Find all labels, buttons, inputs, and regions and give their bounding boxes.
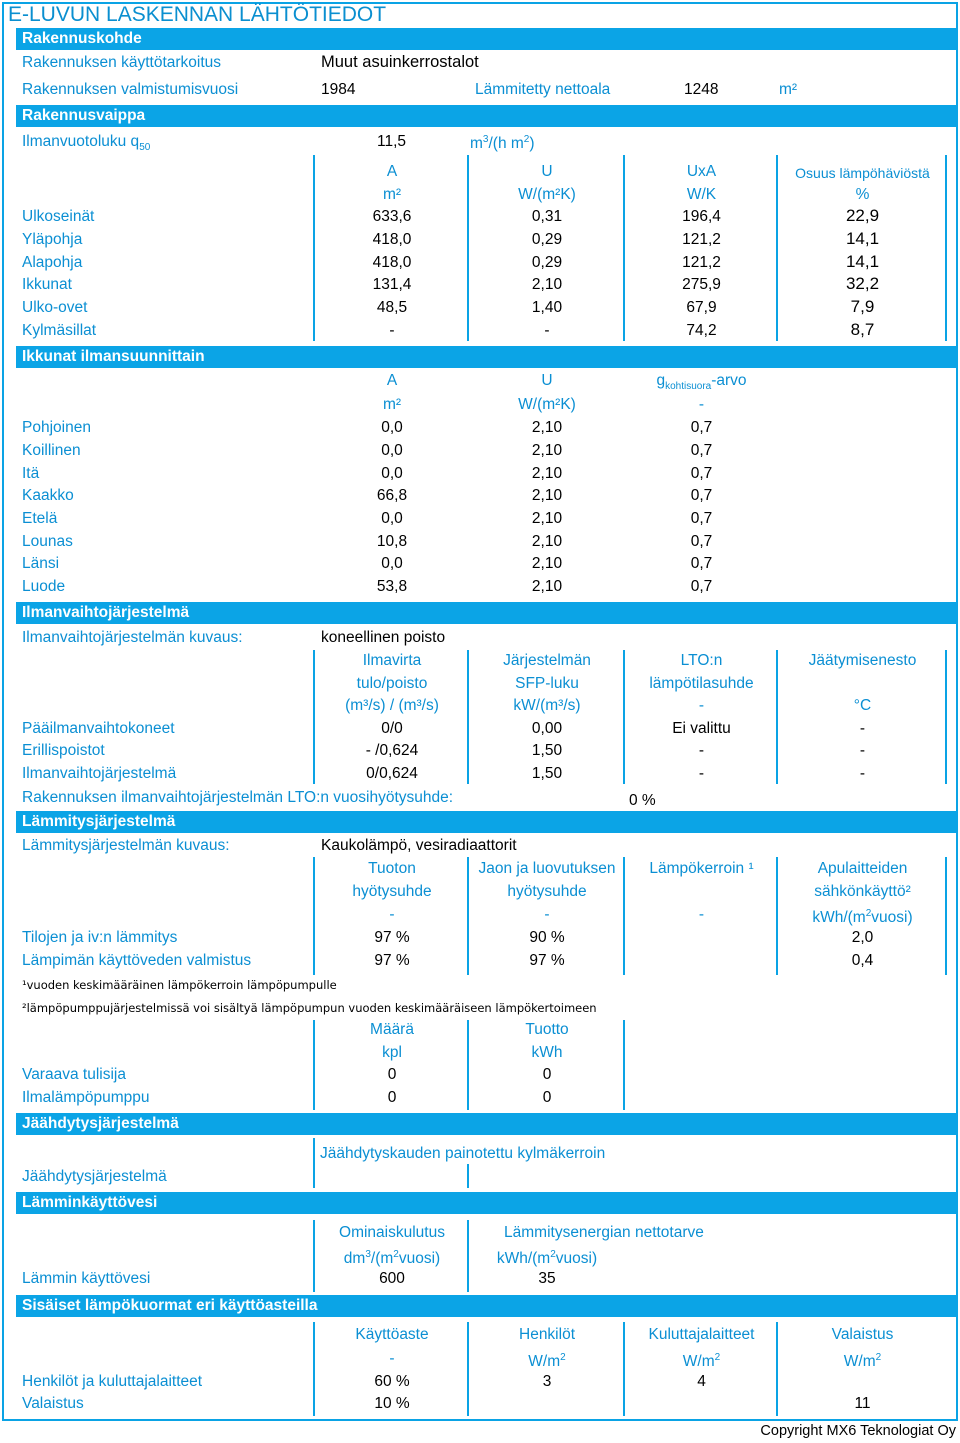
divider xyxy=(313,1322,315,1416)
vent-desc-label: Ilmanvaihtojärjestelmän kuvaus: xyxy=(22,629,243,646)
env-row-u: 0,29 xyxy=(531,231,563,248)
page-title: E-LUVUN LASKENNAN LÄHTÖTIEDOT xyxy=(8,3,387,26)
heat-h3: kWh/$(m^2vuosi)$ xyxy=(812,908,913,927)
env-row-share: 7,9 xyxy=(850,297,875,316)
footnote-1: ¹vuoden keskimääräinen lämpökerroin lämpöpumpulle xyxy=(22,978,337,992)
vent-h3: °C xyxy=(853,697,872,714)
win-row-g: 0,7 xyxy=(690,578,713,595)
win-row-u: 2,10 xyxy=(531,555,563,572)
vent-h2: SFP-luku xyxy=(515,675,579,692)
win-row-label: Koillinen xyxy=(22,442,81,459)
vent-h2: lämpötilasuhde xyxy=(649,675,754,692)
load-row-label: Henkilöt ja kuluttajalaitteet xyxy=(22,1373,203,1390)
vent-row-label: Pääilmanvaihtokoneet xyxy=(22,720,175,737)
section-band-envelope: Rakennusvaippa xyxy=(16,105,958,127)
env-header-u: U xyxy=(541,163,553,180)
leak-unit: $m^3/(h$ $m^2$) xyxy=(470,134,535,153)
leak-value: 11,5 xyxy=(377,133,407,150)
env-row-ua: 67,9 xyxy=(686,299,717,316)
load-unit: $W/m^2$ xyxy=(843,1352,882,1371)
vent-h1: Jäätymisenesto xyxy=(808,652,917,669)
load-row-rate: 60 % xyxy=(374,1373,410,1390)
section-band-cooling: Jäähdytysjärjestelmä xyxy=(16,1113,958,1135)
win-header-g: $g_{kohtisuora}$-arvo xyxy=(656,372,747,393)
aux-unit-yield: kWh xyxy=(531,1044,563,1061)
heat-row-aux: 2,0 xyxy=(851,929,874,946)
env-row-u: - xyxy=(544,322,550,339)
win-row-label: Lounas xyxy=(22,533,73,550)
env-row-share: 8,7 xyxy=(850,320,875,339)
win-row-label: Luode xyxy=(22,578,66,595)
win-row-a: 0,0 xyxy=(381,555,403,572)
vent-row-flow: 0/0 xyxy=(381,720,403,737)
heat-row-prod: 97 % xyxy=(374,952,410,969)
win-row-a: 0,0 xyxy=(381,442,403,459)
env-row-share: 14,1 xyxy=(845,252,880,271)
vent-h1: Järjestelmän xyxy=(503,652,591,669)
heat-row-dist: 90 % xyxy=(529,929,565,946)
footnote-2: ²lämpöpumppujärjestelmissä voi sisältyä lämpöpumpun vuoden keskimääräiseen lämpökertoimeen xyxy=(22,1001,597,1015)
vent-row-sfp: 1,50 xyxy=(531,742,563,759)
load-row-rate: 10 % xyxy=(374,1395,410,1412)
vent-row-lto: - xyxy=(698,742,705,759)
divider xyxy=(313,155,315,341)
win-row-g: 0,7 xyxy=(690,487,713,504)
vent-lto-label: Rakennuksen ilmanvaihtojärjestelmän LTO:n vuosihyötysuhde: xyxy=(22,789,454,806)
env-row-share: 14,1 xyxy=(845,229,880,248)
vent-desc-value: koneellinen poisto xyxy=(321,629,446,646)
load-row-light: 11 xyxy=(854,1395,871,1412)
env-header-share: Osuus lämpöhäviöstä xyxy=(795,165,930,181)
env-unit-u: W/(m²K) xyxy=(518,186,576,203)
vent-h1: LTO:n xyxy=(680,652,723,669)
win-row-label: Etelä xyxy=(22,510,58,527)
year-label: Rakennuksen valmistumisvuosi xyxy=(22,81,239,98)
env-unit-a: m² xyxy=(382,186,402,203)
env-row-a: 633,6 xyxy=(372,208,412,225)
env-row-label: Ulkoseinät xyxy=(22,208,95,225)
win-row-u: 2,10 xyxy=(531,533,563,550)
load-row-label: Valaistus xyxy=(22,1395,84,1412)
vent-h3: - xyxy=(698,697,705,714)
win-row-label: Itä xyxy=(22,465,40,482)
env-row-a: 418,0 xyxy=(372,254,412,271)
cool-row-label: Jäähdytysjärjestelmä xyxy=(22,1168,167,1185)
win-row-a: 10,8 xyxy=(376,533,408,550)
vent-row-sfp: 1,50 xyxy=(531,765,563,782)
win-row-g: 0,7 xyxy=(690,555,713,572)
heat-h1: Lämpökerroin ¹ xyxy=(649,860,754,877)
vent-row-lto: Ei valittu xyxy=(672,720,731,737)
env-row-ua: 121,2 xyxy=(682,231,721,248)
section-band-building: Rakennuskohde xyxy=(16,28,958,50)
vent-row-frost: - xyxy=(859,742,866,759)
divider xyxy=(313,1138,315,1188)
win-row-g: 0,7 xyxy=(690,442,713,459)
win-row-u: 2,10 xyxy=(531,578,563,595)
vent-row-sfp: 0,00 xyxy=(531,720,563,737)
win-row-u: 2,10 xyxy=(531,442,563,459)
dhw-unit-consumption: $dm^3/(m^2vuosi)$ xyxy=(343,1249,441,1268)
win-row-g: 0,7 xyxy=(690,465,713,482)
win-row-g: 0,7 xyxy=(690,510,713,527)
win-row-label: Pohjoinen xyxy=(22,419,91,436)
env-unit-share: % xyxy=(855,186,870,203)
env-row-share: 32,2 xyxy=(845,274,880,293)
env-row-label: Yläpohja xyxy=(22,231,83,248)
heat-h2: hyötysuhde xyxy=(507,883,587,900)
win-unit-g: - xyxy=(698,396,705,413)
heat-row-prod: 97 % xyxy=(374,929,410,946)
aux-row-yield: 0 xyxy=(542,1089,552,1106)
aux-row-amount: 0 xyxy=(387,1066,397,1083)
win-row-g: 0,7 xyxy=(690,533,713,550)
section-band-hot-water: Lämminkäyttövesi xyxy=(16,1192,958,1214)
heat-h1: Jaon ja luovutuksen xyxy=(478,860,616,877)
win-header-u: U xyxy=(541,372,553,389)
vent-row-frost: - xyxy=(859,765,866,782)
win-row-label: Länsi xyxy=(22,555,60,572)
win-row-g: 0,7 xyxy=(690,419,713,436)
dhw-row-consumption: 600 xyxy=(379,1270,405,1287)
heat-h1: Tuoton xyxy=(368,860,416,877)
win-row-a: 0,0 xyxy=(381,465,403,482)
win-header-a: A xyxy=(386,372,398,389)
heat-h3: - xyxy=(544,906,550,923)
env-row-share: 22,9 xyxy=(845,206,880,225)
divider xyxy=(313,857,315,975)
heat-h3: - xyxy=(389,906,395,923)
heat-row-dist: 97 % xyxy=(529,952,565,969)
heat-row-aux: 0,4 xyxy=(851,952,874,969)
env-unit-ua: W/K xyxy=(686,186,717,203)
area-value: 1248 xyxy=(684,81,719,98)
aux-header-yield: Tuotto xyxy=(525,1021,569,1038)
load-unit: $W/m^2$ xyxy=(528,1352,566,1371)
win-unit-a: m² xyxy=(382,396,402,413)
load-unit: - xyxy=(389,1350,395,1367)
env-row-a: - xyxy=(389,322,395,339)
env-row-label: Kylmäsillat xyxy=(22,322,97,339)
env-row-label: Alapohja xyxy=(22,254,83,271)
load-row-devices: 4 xyxy=(697,1373,706,1390)
load-h: Henkilöt xyxy=(519,1326,575,1343)
vent-row-frost: - xyxy=(859,720,866,737)
win-row-label: Kaakko xyxy=(22,487,74,504)
copyright: Copyright MX6 Teknologiat Oy xyxy=(760,1423,956,1439)
year-value: 1984 xyxy=(321,81,356,98)
section-band-ventilation: Ilmanvaihtojärjestelmä xyxy=(16,602,958,624)
divider xyxy=(313,650,315,784)
aux-row-amount: 0 xyxy=(387,1089,397,1106)
heat-row-label: Tilojen ja iv:n lämmitys xyxy=(22,929,178,946)
load-h: Käyttöaste xyxy=(355,1326,429,1343)
vent-row-label: Erillispoistot xyxy=(22,742,105,759)
section-band-heating: Lämmitysjärjestelmä xyxy=(16,811,958,833)
win-row-a: 0,0 xyxy=(381,419,403,436)
load-h: Valaistus xyxy=(831,1326,894,1343)
dhw-row-energy: 35 xyxy=(538,1270,556,1287)
aux-row-label: Varaava tulisija xyxy=(22,1066,126,1083)
heat-h2: sähkönkäyttö² xyxy=(814,883,911,900)
env-row-label: Ikkunat xyxy=(22,276,72,293)
heat-h1: Apulaitteiden xyxy=(817,860,908,877)
env-row-a: 131,4 xyxy=(372,276,412,293)
vent-row-label: Ilmanvaihtojärjestelmä xyxy=(22,765,177,782)
env-row-ua: 196,4 xyxy=(682,208,721,225)
dhw-row-label: Lämmin käyttövesi xyxy=(22,1270,151,1287)
section-band-internal-loads: Sisäiset lämpökuormat eri käyttöasteilla xyxy=(16,1295,958,1317)
area-label: Lämmitetty nettoala xyxy=(475,81,611,98)
win-row-a: 66,8 xyxy=(376,487,408,504)
vent-row-lto: - xyxy=(698,765,705,782)
divider xyxy=(313,1020,315,1110)
divider xyxy=(313,1220,315,1292)
env-header-ua: UxA xyxy=(686,163,717,180)
cool-header: Jäähdytyskauden painotettu kylmäkerroin xyxy=(320,1145,606,1162)
area-unit: m² xyxy=(779,81,798,98)
env-row-u: 1,40 xyxy=(531,299,563,316)
win-unit-u: W/(m²K) xyxy=(518,396,576,413)
divider xyxy=(467,1164,469,1188)
heat-row-label: Lämpimän käyttöveden valmistus xyxy=(22,952,252,969)
vent-h3: (m³/s) / (m³/s) xyxy=(345,697,439,714)
aux-unit-amount: kpl xyxy=(382,1044,402,1061)
heat-h3: - xyxy=(698,906,705,923)
win-row-u: 2,10 xyxy=(531,419,563,436)
env-header-a: A xyxy=(386,163,398,180)
heat-desc-value: Kaukolämpö, vesiradiaattorit xyxy=(321,837,517,854)
aux-row-yield: 0 xyxy=(542,1066,552,1083)
win-row-u: 2,10 xyxy=(531,465,563,482)
win-row-u: 2,10 xyxy=(531,510,563,527)
vent-row-flow: 0/0,624 xyxy=(366,765,418,782)
aux-header-amount: Määrä xyxy=(370,1021,414,1038)
win-row-a: 53,8 xyxy=(376,578,408,595)
load-unit: $W/m^2$ xyxy=(682,1352,721,1371)
env-row-a: 418,0 xyxy=(372,231,412,248)
heat-h2: hyötysuhde xyxy=(352,883,432,900)
env-row-label: Ulko-ovet xyxy=(22,299,88,316)
env-row-ua: 275,9 xyxy=(682,276,721,293)
use-value: Muut asuinkerrostalot xyxy=(321,53,479,71)
env-row-ua: 74,2 xyxy=(686,322,717,339)
load-h: Kuluttajalaitteet xyxy=(648,1326,755,1343)
section-band-windows: Ikkunat ilmansuunnittain xyxy=(16,346,958,368)
env-row-u: 2,10 xyxy=(531,276,563,293)
dhw-unit-energy: kWh/$(m^2vuosi)$ xyxy=(496,1249,598,1268)
leak-label: Ilmanvuotoluku $q_{50}$ xyxy=(22,133,151,154)
vent-h3: kW/(m³/s) xyxy=(513,697,581,714)
load-row-people: 3 xyxy=(542,1373,552,1390)
win-row-a: 0,0 xyxy=(381,510,403,527)
env-row-u: 0,29 xyxy=(531,254,563,271)
vent-h1: Ilmavirta xyxy=(362,652,422,669)
dhw-header-energy: Lämmitysenergian nettotarve xyxy=(504,1224,704,1241)
env-row-a: 48,5 xyxy=(376,299,408,316)
vent-lto-value: 0 % xyxy=(629,792,656,809)
env-row-ua: 121,2 xyxy=(682,254,721,271)
vent-h2: tulo/poisto xyxy=(356,675,428,692)
win-row-u: 2,10 xyxy=(531,487,563,504)
heat-desc-label: Lämmitysjärjestelmän kuvaus: xyxy=(22,837,230,854)
use-label: Rakennuksen käyttötarkoitus xyxy=(22,54,222,71)
aux-row-label: Ilmalämpöpumppu xyxy=(22,1089,150,1106)
env-row-u: 0,31 xyxy=(531,208,563,225)
dhw-header-consumption: Ominaiskulutus xyxy=(339,1224,445,1241)
vent-row-flow: - /0,624 xyxy=(365,742,419,759)
